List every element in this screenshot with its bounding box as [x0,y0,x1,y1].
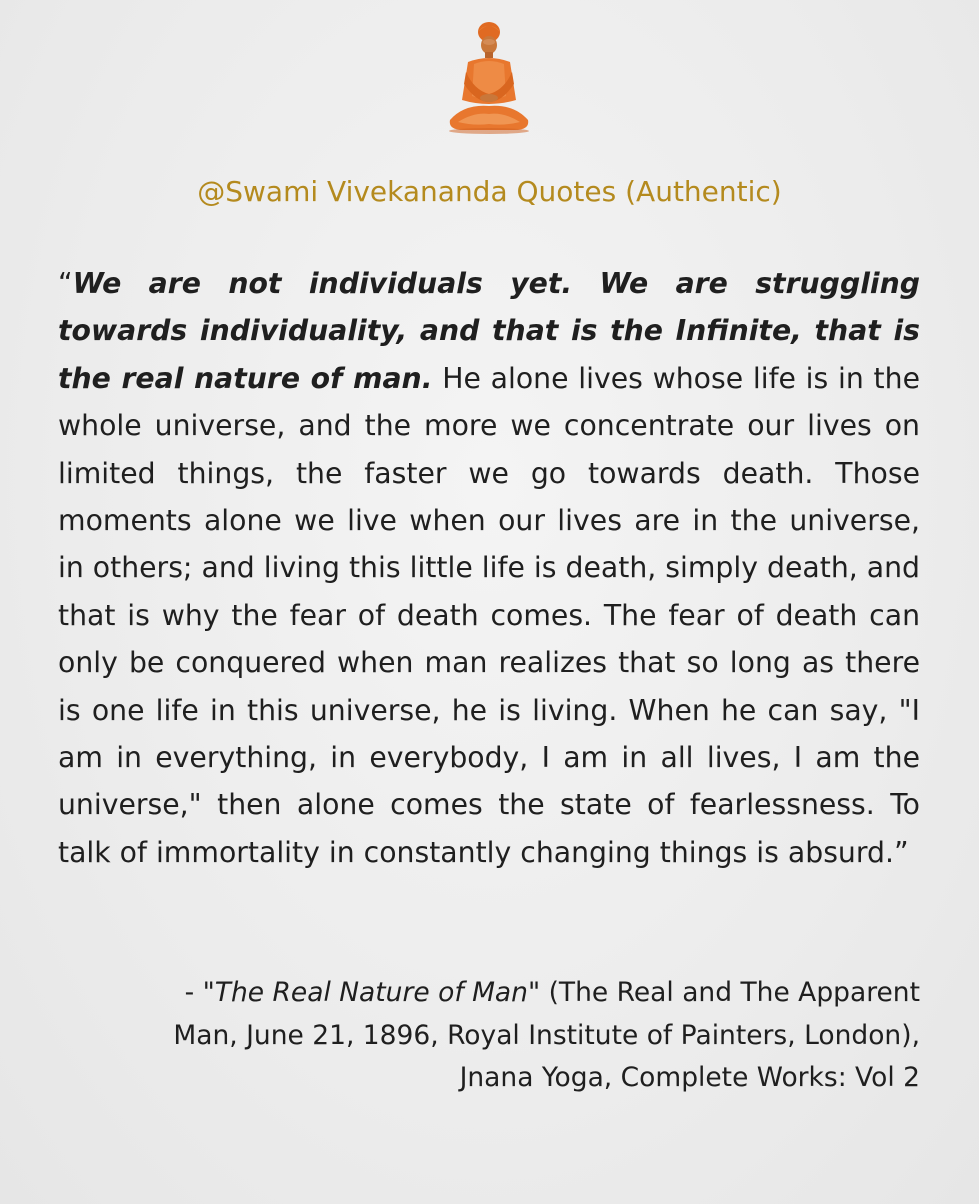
quote-body: He alone lives whose life is in the whole universe, and the more we concentrate our lives on limited things, the faster we go towards death. Those moments alone we live when our lives are in the universe, in others; and living this little life is death, simply death, and that is why the fear of death comes. The fear of death can only be conquered when man realizes that so long as there is one life in this universe, he is living. When he can say, "I am in everything, in everybody, I am in all lives, I am the universe," then alone comes the state of fearlessness. To talk of immortality in constantly changing things is absurd. [58,361,920,869]
quote-text [58,260,920,876]
channel-handle: @Swami Vivekananda Quotes (Authentic) [197,175,782,208]
source-dash: - [184,977,203,1008]
quote-source [160,972,920,1100]
seated-monk-icon [444,18,534,134]
quote-emphasis: We are not individuals yet. We are struggling towards individuality, and that is the Infinite, that is the real nature of man. [58,267,920,395]
quote-close-mark: ” [893,835,909,869]
source-details: (The Real and The Apparent Man, June 21, 1896, Royal Institute of Painters, London), Jnana Yoga, Complete Works: Vol 2 [173,977,920,1093]
quote-open-mark: “ [58,267,73,300]
source-title: "The Real Nature of Man" [202,977,541,1008]
